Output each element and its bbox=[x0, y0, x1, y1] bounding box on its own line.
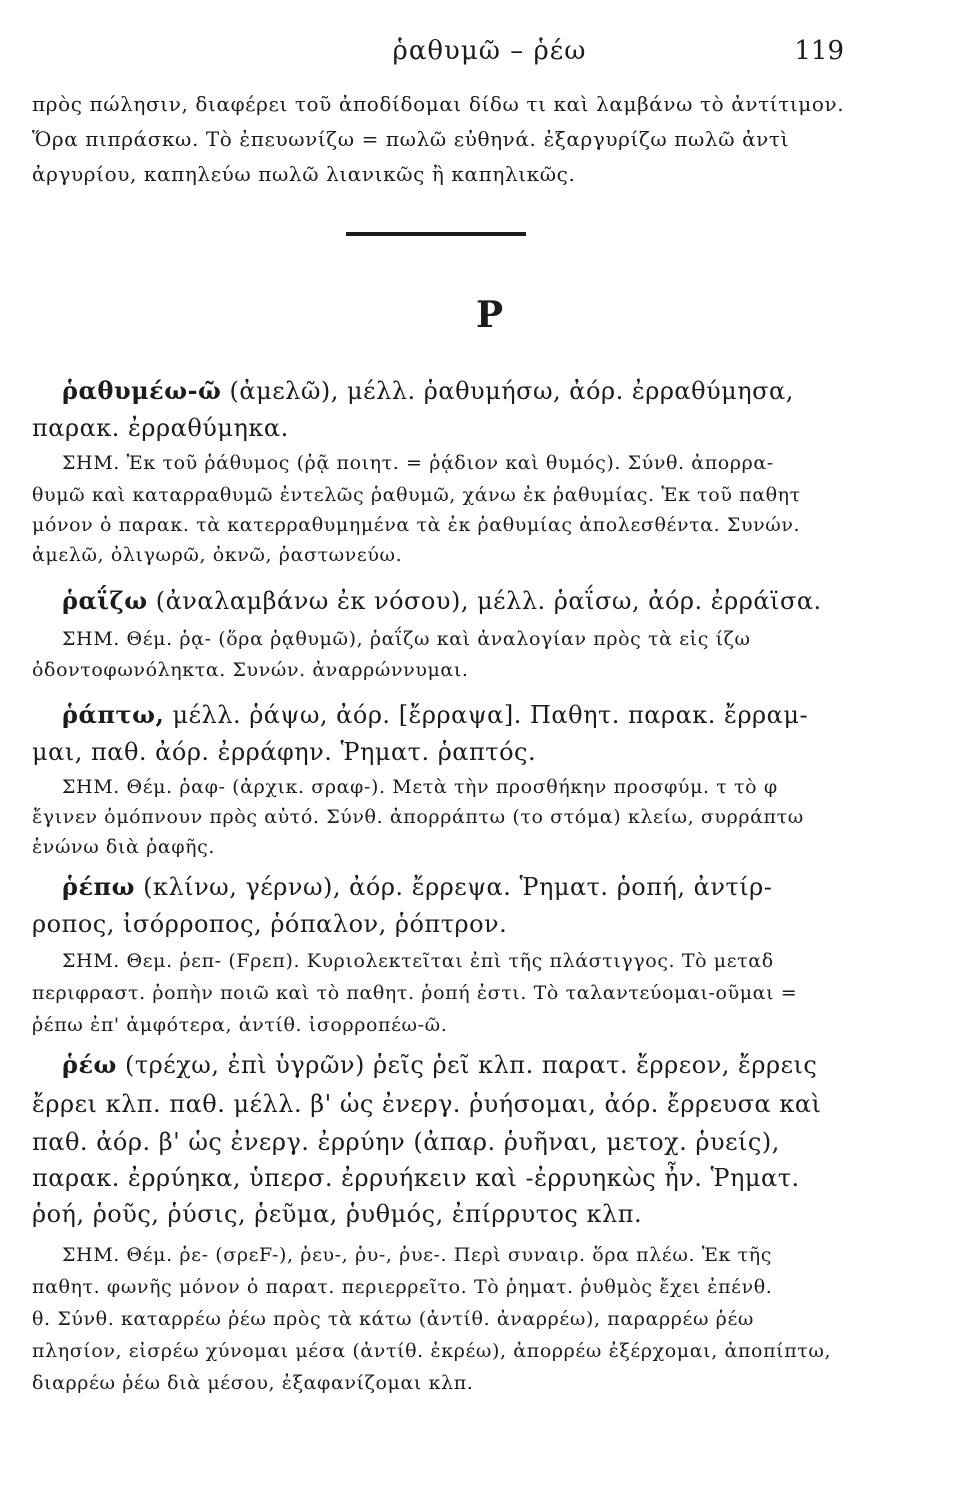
entry-headline bbox=[32, 586, 822, 615]
entry-line: μαι, παθ. ἀόρ. ἐρράφην. Ῥηματ. ῥαπτός. bbox=[32, 738, 537, 766]
section-letter: Ρ bbox=[475, 294, 504, 336]
entry-line: ῥοή, ῥοῦς, ῥύσις, ῥεῦμα, ῥυθμός, ἐπίρρυτος κλπ. bbox=[32, 1200, 643, 1228]
entry-line: παρακ. ἐρρύηκα, ὑπερσ. ἐρρυήκειν καὶ -ἐρρυηκὼς ἦν. Ῥηματ. bbox=[32, 1164, 800, 1192]
entry-note: περιφραστ. ῥοπὴν ποιῶ καὶ τὸ παθητ. ῥοπή ἐστι. Τὸ ταλαντεύομαι-οῦμαι = bbox=[32, 982, 798, 1004]
entry-text: (κλίνω, γέρνω), ἀόρ. ἔρρεψα. Ῥηματ. ῥοπή, ἀντίρ- bbox=[134, 873, 773, 901]
entry-note: ΣΗΜ. Ἐκ τοῦ ῥάθυμος (ῥᾷ ποιητ. = ῥᾴδιον καὶ θυμός). Σύνθ. ἀπορρα- bbox=[62, 452, 774, 474]
entry-note: διαρρέω ῥέω διὰ μέσου, ἐξαφανίζομαι κλπ. bbox=[32, 1372, 474, 1394]
entry-headword: ῥέω bbox=[62, 1050, 117, 1079]
entry-line: παθ. ἀόρ. β' ὡς ἐνεργ. ἐρρύην (ἀπαρ. ῥυῆναι, μετοχ. ῥυείς), bbox=[32, 1128, 780, 1156]
entry-note: θυμῶ καὶ καταρραθυμῶ ἐντελῶς ῥαθυμῶ, χάνω ἐκ ῥαθυμίας. Ἐκ τοῦ παθητ bbox=[32, 484, 801, 506]
entry-line: ἔρρει κλπ. παθ. μέλλ. β' ὡς ἐνεργ. ῥυήσομαι, ἀόρ. ἔρρευσα καὶ bbox=[32, 1090, 822, 1118]
entry-note: θ. Σύνθ. καταρρέω ῥέω πρὸς τὰ κάτω (ἀντίθ. ἀναρρέω), παραρρέω ῥέω bbox=[32, 1308, 754, 1330]
entry-text: (ἀμελῶ), μέλλ. ῥαθυμήσω, ἀόρ. ἐρραθύμησα, bbox=[221, 377, 794, 405]
page-number: 119 bbox=[794, 36, 844, 66]
entry-headline bbox=[32, 376, 794, 405]
entry-headword: ῥάπτω, bbox=[62, 700, 165, 729]
section-divider bbox=[346, 232, 526, 236]
entry-note: ἑνώνω διὰ ῥαφῆς. bbox=[32, 836, 216, 858]
entry-note: παθητ. φωνῆς μόνον ὁ παρατ. περιερρεῖτο. Τὸ ῥηματ. ῥυθμὸς ἔχει ἐπένθ. bbox=[32, 1276, 773, 1298]
running-head: ῥαθυμῶ – ῥέω bbox=[392, 36, 587, 66]
intro-line: πρὸς πώλησιν, διαφέρει τοῦ ἀποδίδομαι δίδω τι καὶ λαμβάνω τὸ ἀντίτιμον. bbox=[32, 92, 845, 116]
intro-line: ἀργυρίου, καπηλεύω πωλῶ λιανικῶς ἢ καπηλικῶς. bbox=[32, 162, 576, 186]
entry-note: ΣΗΜ. Θεμ. ῥεπ- (Fρεπ). Κυριολεκτεῖται ἐπὶ τῆς πλάστιγγος. Τὸ μεταδ bbox=[62, 950, 774, 972]
entry-note: ῥέπω ἐπ' ἀμφότερα, ἀντίθ. ἰσορροπέω-ῶ. bbox=[32, 1014, 448, 1036]
entry-headword: ῥαΐζω bbox=[62, 586, 148, 615]
entry-note: πλησίον, εἰσρέω χύνομαι μέσα (ἀντίθ. ἐκρέω), ἀπορρέω ἐξέρχομαι, ἀποπίπτω, bbox=[32, 1340, 832, 1362]
entry-line: ροπος, ἰσόρροπος, ῥόπαλον, ῥόπτρον. bbox=[32, 910, 508, 938]
entry-headword: ῥέπω bbox=[62, 872, 135, 901]
entry-note: μόνον ὁ παρακ. τὰ κατερραθυμημένα τὰ ἐκ ῥαθυμίας ἀπολεσθέντα. Συνών. bbox=[32, 514, 801, 536]
entry-note: ἀμελῶ, ὀλιγωρῶ, ὀκνῶ, ῥαστωνεύω. bbox=[32, 544, 403, 566]
entry-note: ΣΗΜ. Θέμ. ῥᾳ- (ὅρα ῥᾳθυμῶ), ῥαΐζω καὶ ἀναλογίαν πρὸς τὰ εἰς ίζω bbox=[62, 628, 751, 650]
entry-note: ἔγινεν ὁμόπνουν πρὸς αὐτό. Σύνθ. ἀπορράπτω (το στόμα) κλείω, συρράπτω bbox=[32, 806, 804, 828]
entry-headline bbox=[32, 1050, 817, 1079]
entry-text: (ἀναλαμβάνω ἐκ νόσου), μέλλ. ῥαΐσω, ἀόρ. ἐρράϊσα. bbox=[147, 587, 822, 615]
entry-headline bbox=[32, 872, 772, 901]
entry-text: μέλλ. ῥάψω, ἀόρ. [ἔρραψα]. Παθητ. παρακ. ἔρραμ- bbox=[164, 701, 809, 729]
entry-text: (τρέχω, ἐπὶ ὑγρῶν) ῥεῖς ῥεῖ κλπ. παρατ. ἔρρεον, ἔρρεις bbox=[116, 1051, 818, 1079]
entry-note: ΣΗΜ. Θέμ. ῥαφ- (ἀρχικ. σραφ-). Μετὰ τὴν προσθήκην προσφύμ. τ τὸ φ bbox=[62, 776, 778, 798]
entry-line: παρακ. ἐρραθύμηκα. bbox=[32, 414, 289, 442]
entry-note: ΣΗΜ. Θέμ. ῥε- (σρεF-), ῥευ-, ῥυ-, ῥυε-. Περὶ συναιρ. ὅρα πλέω. Ἐκ τῆς bbox=[62, 1244, 772, 1266]
page-header bbox=[0, 32, 979, 72]
entry-note: ὀδοντοφωνόληκτα. Συνών. ἀναρρώννυμαι. bbox=[32, 659, 469, 681]
intro-line: Ὅρα πιπράσκω. Τὸ ἐπευωνίζω = πωλῶ εὐθηνά. ἐξαργυρίζω πωλῶ ἀντὶ bbox=[32, 127, 790, 151]
entry-headline bbox=[32, 700, 808, 729]
entry-headword: ῥαθυμέω-ῶ bbox=[62, 376, 222, 405]
